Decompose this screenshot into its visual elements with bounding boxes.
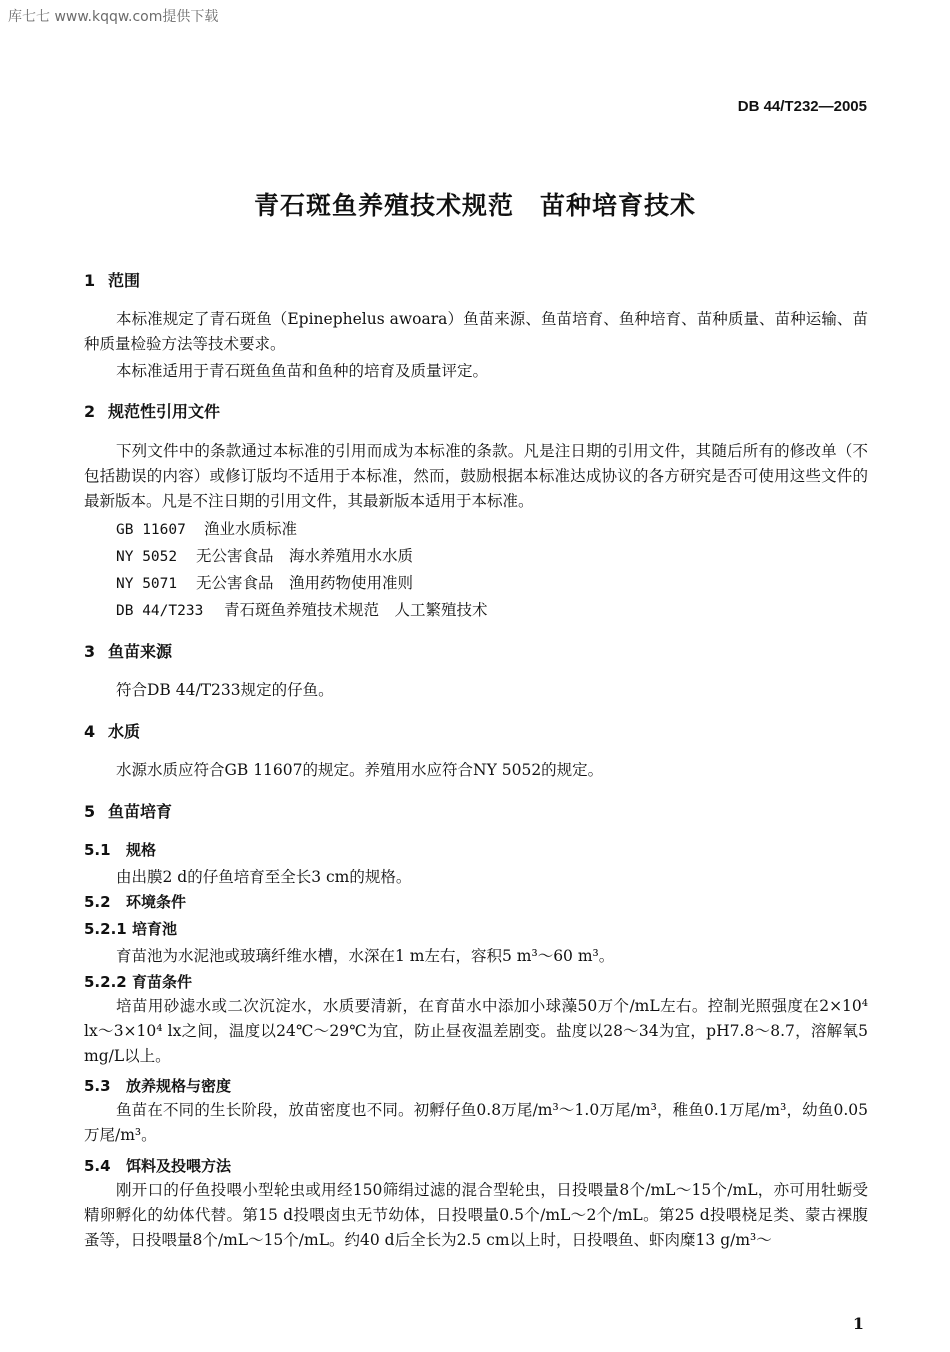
reference-code: NY 5052 [116,549,178,565]
reference-item [116,571,413,593]
reference-code: GB 11607 [116,522,186,538]
section-number: 5.3 [84,1077,111,1095]
reference-name: 无公害食品 渔用药物使用准则 [196,574,414,592]
subsection-5-2-2-heading [84,971,192,992]
section-title: 育苗条件 [132,973,193,991]
section-number: 5.1 [84,841,111,859]
section-4-heading [84,719,140,742]
section-1-heading [84,268,140,291]
nursery-pond-text: 育苗池为水泥池或玻璃纤维水槽，水深在1 m左右，容积5 m³～60 m³。 [116,947,615,965]
subsection-5-4-heading [84,1155,231,1176]
subsection-5-2-heading [84,891,186,912]
scope-paragraph-1: 本标准规定了青石斑鱼（Epinephelus awoara）鱼苗来源、鱼苗培育、鱼种培育、苗种质量、苗种运输、苗种质量检验方法等技术要求。 [84,310,868,353]
section-number: 5 [84,802,96,821]
scope-paragraph-2: 本标准适用于青石斑鱼鱼苗和鱼种的培育及质量评定。 [116,362,489,380]
section-title: 饵料及投喂方法 [126,1157,232,1175]
specification-text: 由出膜2 d的仔鱼培育至全长3 cm的规格。 [116,868,412,886]
section-number: 3 [84,642,96,661]
section-number: 5.2 [84,893,111,911]
reference-item [116,598,488,620]
reference-code: DB 44/T233 [116,603,204,619]
feeding-paragraph: 刚开口的仔鱼投喂小型轮虫或用经150筛绢过滤的混合型轮虫，日投喂量8个/mL～15个/mL，亦可用牡蛎受精卵孵化的幼体代替。第15 d投喂卤虫无节幼体，日投喂量0.5个/mL～2个/mL。第25 d投喂桡足类、蒙古裸腹蚤等，日投喂量8个/mL～15个/mL。约40 d后全长为2.5 cm以上时，日投喂鱼、虾肉糜13 g/m³～ [84,1181,868,1249]
water-quality-text: 水源水质应符合GB 11607的规定。养殖用水应符合NY 5052的规定。 [116,761,604,779]
nursery-conditions-paragraph: 培苗用砂滤水或二次沉淀水，水质要清新，在育苗水中添加小球藻50万个/mL左右。控制光照强度在2×10⁴ lx～3×10⁴ lx之间，温度以24℃～29℃为宜，防止昼夜温差剧变。盐度以28～34为宜，pH7.8～8.7，溶解氧5 mg/L以上。 [84,997,868,1065]
reference-name: 无公害食品 海水养殖用水水质 [196,547,414,565]
watermark: 库七七 www.kqqw.com提供下载 [8,9,219,25]
section-5-heading [84,799,172,822]
page-title: 青石斑鱼养殖技术规范 苗种培育技术 [253,191,696,220]
stocking-density-paragraph: 鱼苗在不同的生长阶段，放苗密度也不同。初孵仔鱼0.8万尾/m³～1.0万尾/m³，稚鱼0.1万尾/m³，幼鱼0.05万尾/m³。 [84,1101,868,1144]
reference-name: 渔业水质标准 [204,520,298,538]
reference-item [116,544,413,566]
section-title: 规格 [126,841,157,859]
section-number: 5.2.1 [84,920,127,938]
page-number: 1 [852,1314,864,1333]
section-title: 范围 [108,271,141,290]
subsection-5-1-heading [84,839,156,860]
reference-code: NY 5071 [116,576,178,592]
subsection-5-2-1-heading [84,918,177,939]
fry-source-text: 符合DB 44/T233规定的仔鱼。 [116,681,334,699]
document-number: DB 44/T232—2005 [737,98,867,115]
section-number: 5.2.2 [84,973,127,991]
section-number: 5.4 [84,1157,111,1175]
section-number: 4 [84,722,96,741]
references-paragraph: 下列文件中的条款通过本标准的引用而成为本标准的条款。凡是注日期的引用文件，其随后所有的修改单（不包括勘误的内容）或修订版均不适用于本标准，然而，鼓励根据本标准达成协议的各方研究是否可使用这些文件的最新版本。凡是不注日期的引用文件，其最新版本适用于本标准。 [84,442,868,510]
section-title: 培育池 [132,920,178,938]
section-title: 放养规格与密度 [126,1077,232,1095]
section-title: 环境条件 [126,893,187,911]
section-2-heading [84,399,220,422]
subsection-5-3-heading [84,1075,231,1096]
section-3-heading [84,639,172,662]
section-title: 鱼苗来源 [108,642,173,661]
section-title: 水质 [108,722,141,741]
section-title: 鱼苗培育 [108,802,173,821]
section-title: 规范性引用文件 [108,402,221,421]
reference-name: 青石斑鱼养殖技术规范 人工繁殖技术 [224,601,488,619]
reference-item [116,517,297,539]
section-number: 2 [84,402,96,421]
section-number: 1 [84,271,96,290]
